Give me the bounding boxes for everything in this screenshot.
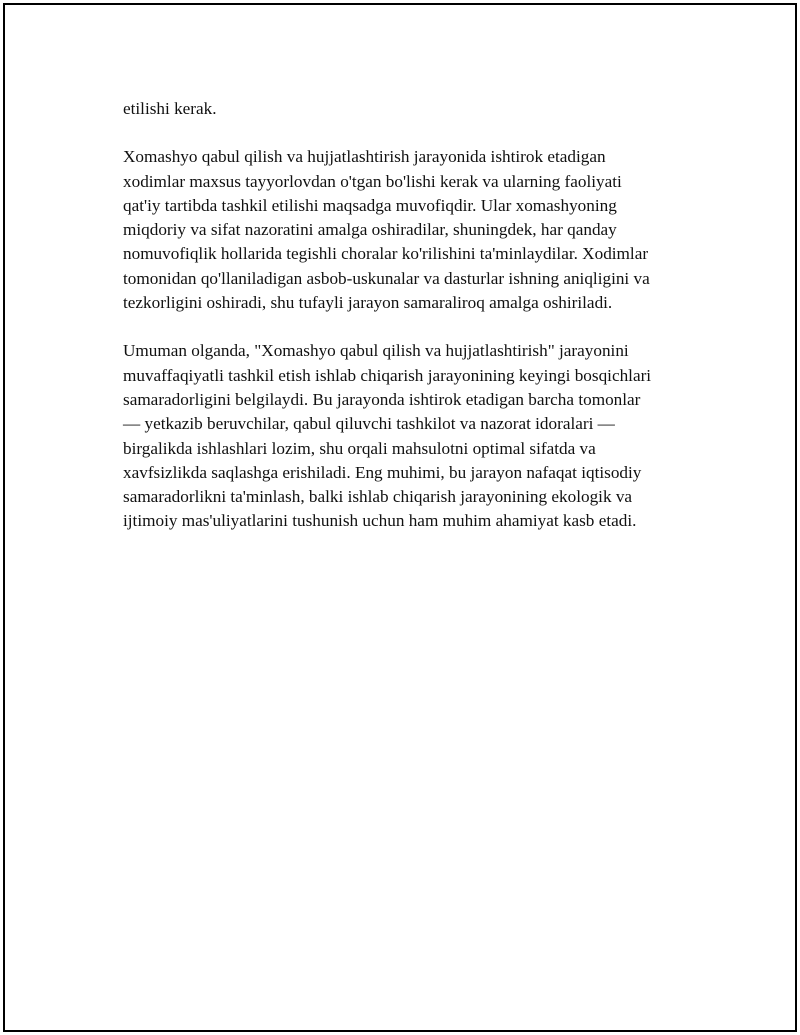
paragraph-2: Xomashyo qabul qilish va hujjatlashtirish jarayonida ishtirok etadigan xodimlar maxsus tayyorlovdan o'tgan bo'lishi kerak va ularning faoliyati qat'iy tartibda tashkil etilishi maqsadga muvofiqdir. Ular xomashyoning miqdoriy va sifat nazoratini amalga oshiradilar, shuningdek, har qanday nomuvofiqlik hollarida tegishli choralar ko'rilishini ta'minlaydilar. Xodimlar tomonidan qo'llaniladigan asbob-uskunalar va dasturlar ishning aniqligini va tezkorligini oshiradi, shu tufayli jarayon samaraliroq amalga oshiriladi.	[123, 147, 650, 313]
paragraph-3: Umuman olganda, "Xomashyo qabul qilish va hujjatlashtirish" jarayonini muvaffaqiyatli tashkil etish ishlab chiqarish jarayonining keyingi bosqichlari samaradorligini belgilaydi. Bu jarayonda ishtirok etadigan barcha tomonlar — yetkazib beruvchilar, qabul qiluvchi tashkilot va nazorat idoralari — birgalikda ishlashlari lozim, shu orqali mahsulotni optimal sifatda va xavfsizlikda saqlashga erishiladi. Eng muhimi, bu jarayon nafaqat iqtisodiy samaradorlikni ta'minlash, balki ishlab chiqarish jarayonining ekologik va ijtimoiy mas'uliyatlarini tushunish uchun ham muhim ahamiyat kasb etadi.	[123, 341, 652, 531]
document-page	[3, 3, 797, 1032]
page-body	[123, 97, 688, 558]
paragraph-1: etilishi kerak.	[123, 99, 217, 118]
